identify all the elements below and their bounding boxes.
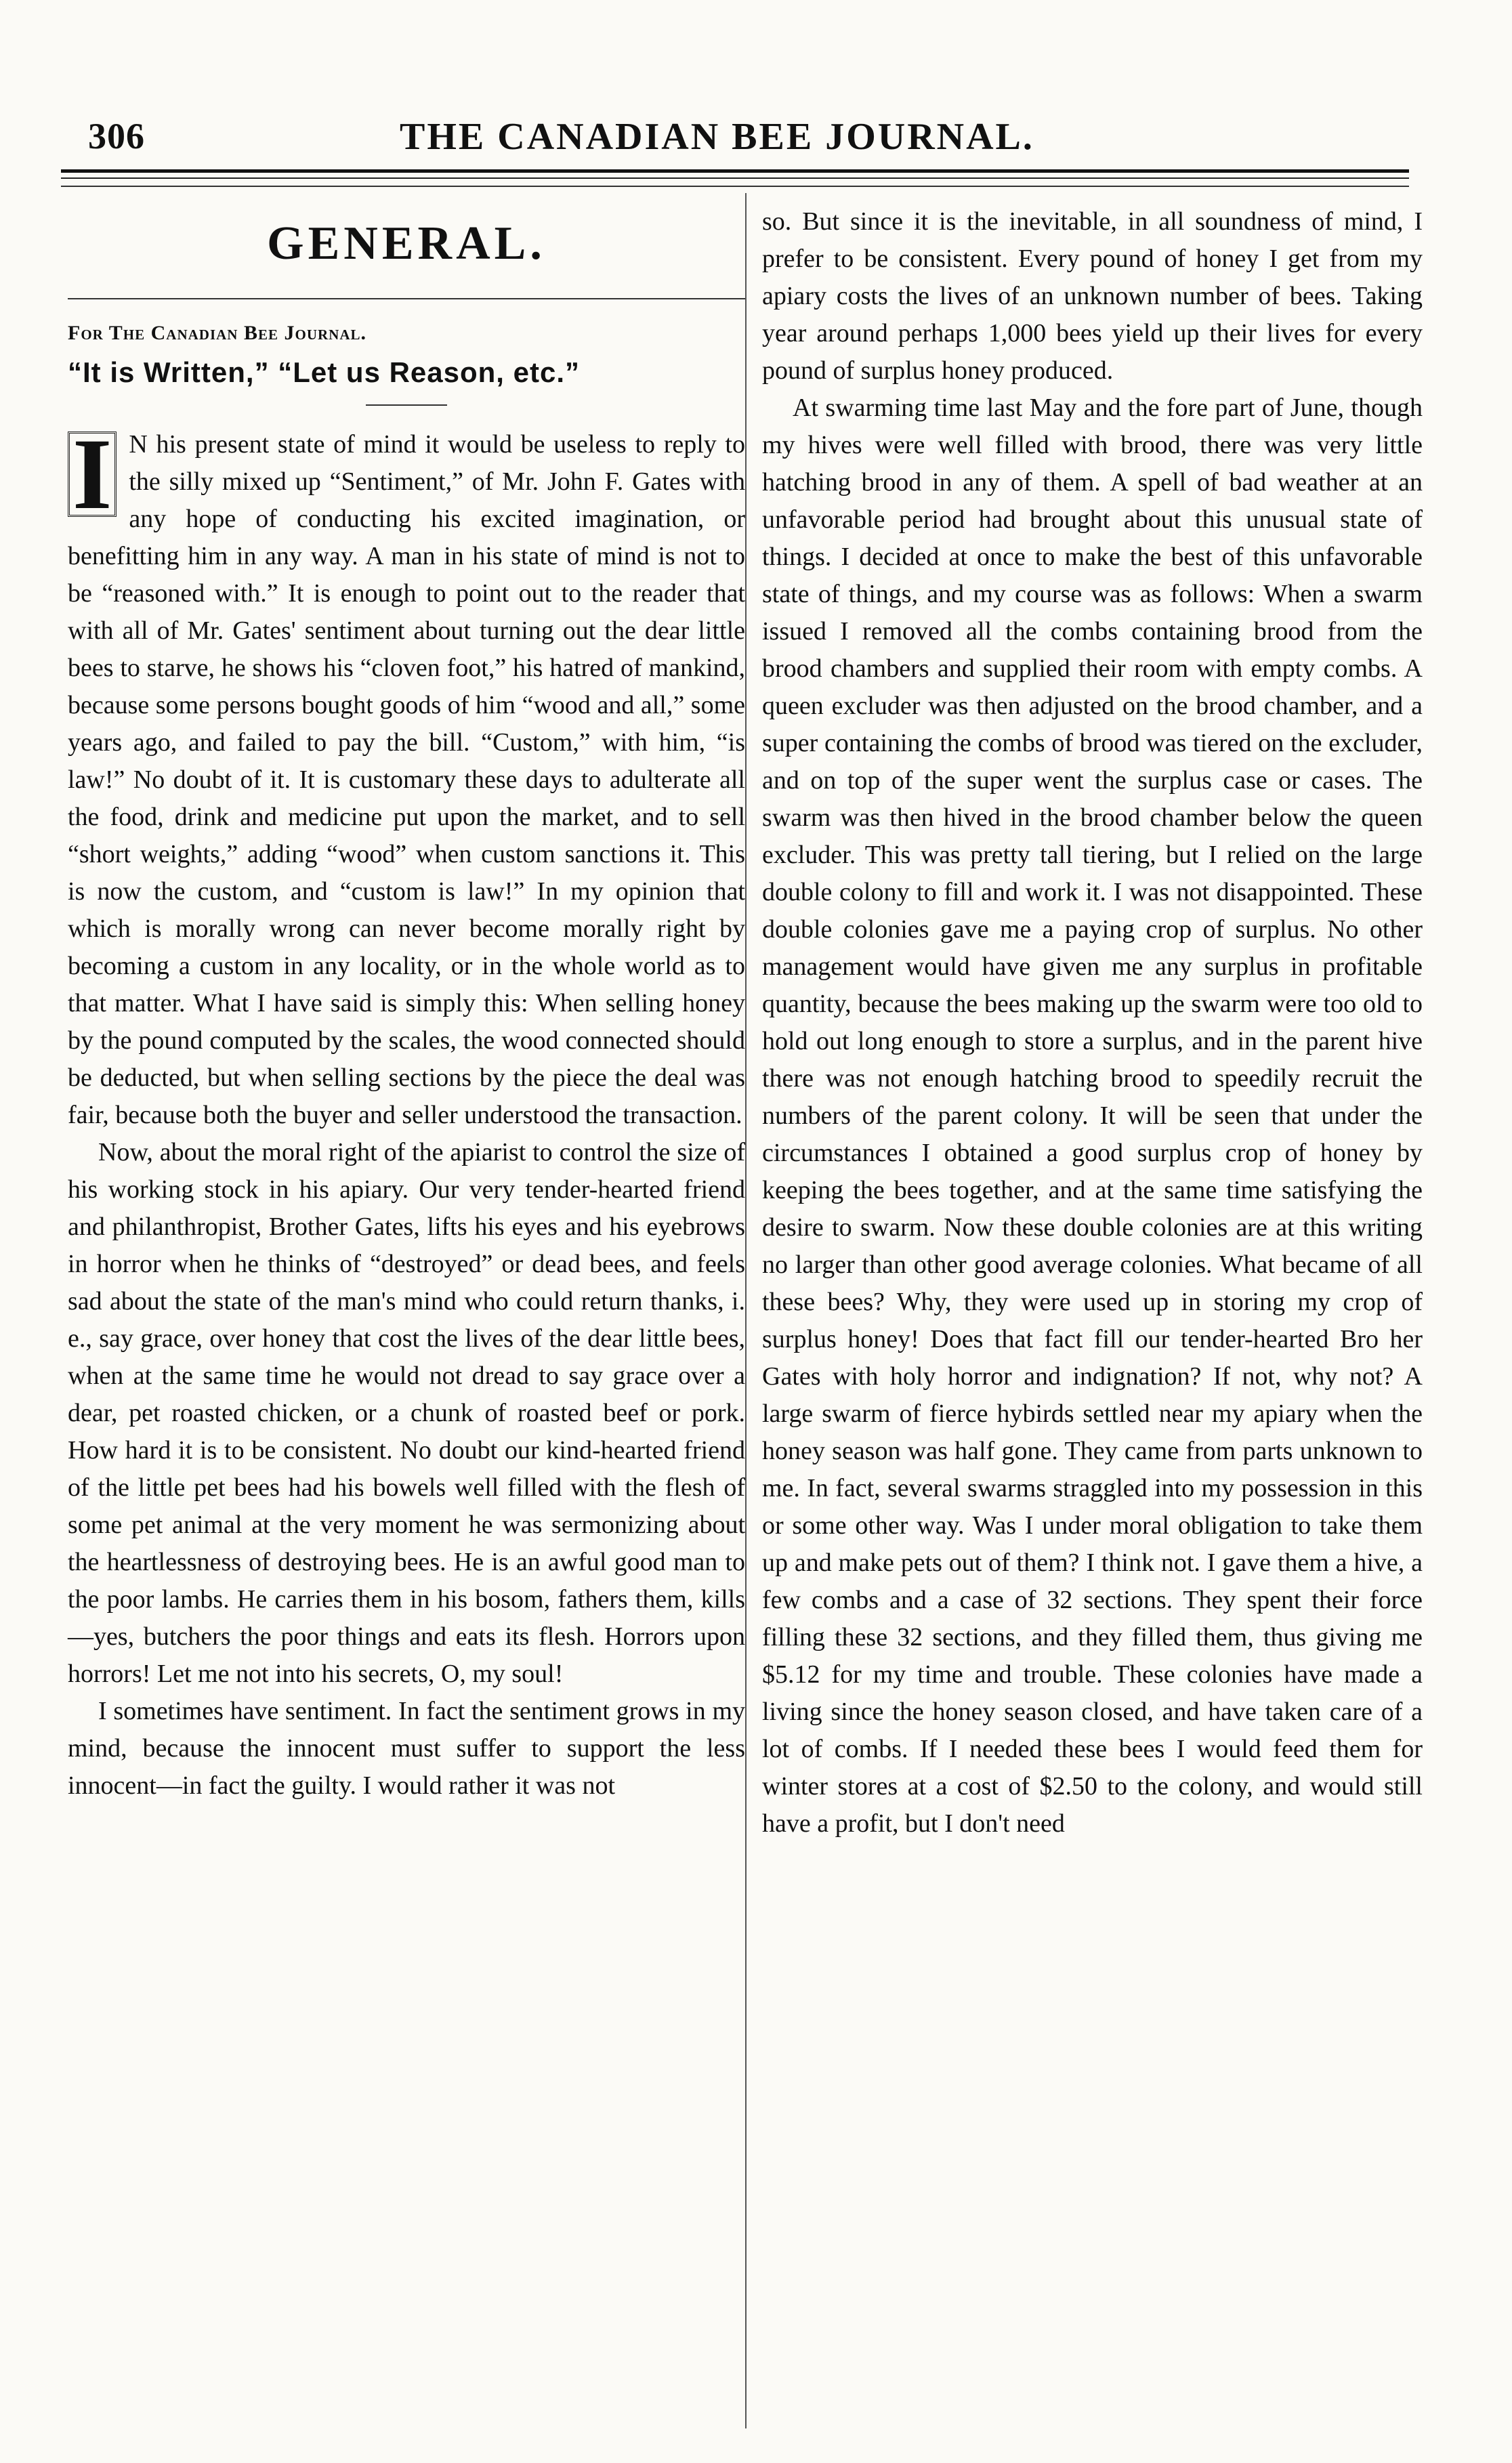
section-rule [68,298,745,299]
paragraph: so. But since it is the inevitable, in all soundness of mind, I prefer to be consistent. Every pound of honey I get from my apiary costs the lives of an unknown number of bees. Taking year around perhaps 1,000 bees yield up their lives for every pound of surplus honey produced. [762,207,1423,385]
paragraph: I sometimes have sentiment. In fact the sentiment grows in my mind, because the innocent must suffer to support the less innocent—in fact the guilty. I would rather it was not [68,1697,745,1800]
left-column [68,203,745,1805]
column-divider [745,193,747,2428]
article-title: “It is Written,” “Let us Reason, etc.” [68,356,581,388]
header-rule-thin-lower [61,186,1409,187]
page-number: 306 [88,116,145,156]
paragraph: At swarming time last May and the fore part of June, though my hives were well filled with brood, there was very little hatching brood in any of them. A spell of bad weather at an unfavorable period had brought about this unusual state of things. I decided at once to make the best of this unfavorable state of things, and my course was as follows: When a swarm issued I removed all the combs containing brood from the brood chambers and supplied their room with empty combs. A queen excluder was then adjusted on the brood chamber, and a super containing the combs of brood was tiered on the excluder, and on top of the super went the surplus case or cases. The swarm was then hived in the brood chamber below the queen excluder. This was pretty tall tiering, but I relied on the large double colony to fill and work it. I was not disappointed. These double colonies gave me a paying crop of surplus. No other management would have given me any surplus in profitable quantity, because the bees making up the swarm were too old to hold out long enough to store a surplus, and in the parent hive there was not enough hatching brood to speedily recruit the numbers of the parent colony. It will be seen that under the circumstances I obtained a good surplus crop of honey by keeping the bees together, and at the same time satisfying the desire to swarm. Now these double colonies are at this writing no larger than other good average colonies. What became of all these bees? Why, they were used up in storing my crop of surplus honey! Does that fact fill our tender-hearted Bro her Gates with holy horror and indignation? If not, why not? A large swarm of fierce hybirds settled near my apiary when the honey season was half gone. They came from parts unknown to me. In fact, several swarms straggled into my possession in this or some other way. Was I under moral obligation to take them up and make pets out of them? I think not. I gave them a hive, a few combs and a case of 32 sections. They spent their force filling these 32 sections, and they filled them, thus giving me $5.12 for my time and trouble. These colonies have made a living since the honey season closed, and have taken care of a lot of combs. If I needed these bees I would feed them for winter stores at a cost of $2.50 to the colony, and would still have a profit, but I don't need [762,394,1423,1838]
journal-title: THE CANADIAN BEE JOURNAL. [400,116,1034,158]
paragraph [68,418,745,1134]
page-header [47,108,1402,169]
paragraph: Now, about the moral right of the apiarist to control the size of his working stock in his apiary. Our very tender-hearted friend and philanthropist, Brother Gates, lifts his eyes and his eyebrows in horror when he thinks of “destroyed” or dead bees, and feels sad about the state of the man's mind who could return thanks, i. e., say grace, over honey that cost the lives of the dear little bees, when at the same time he would not dread to say grace over a dear, pet roasted chicken, or a chunk of roasted beef or pork. How hard it is to be consistent. No doubt our kind-hearted friend of the little pet bees had his bowels well filled with the flesh of some pet animal at the very moment he was sermonizing about the heartlessness of destroying bees. He is an awful good man to the poor lambs. He carries them in his bosom, fathers them, kills—yes, butchers the poor things and eats its flesh. Horrors upon horrors! Let me not into his secrets, O, my soul! [68,1138,745,1688]
paragraph-text: N his present state of mind it would be useless to reply to the silly mixed up “Sentiment,” of Mr. John F. Gates with any hope of conducting his excited imagination, or benefitting him in any way. A man in his state of mind is not to be “reasoned with.” It is enough to point out to the reader that with all of Mr. Gates' sentiment about turning out the dear little bees to starve, he shows his “cloven foot,” his hatred of mankind, because some persons bought goods of him “wood and all,” some years ago, and failed to pay the bill. “Custom,” with him, “is law!” No doubt of it. It is customary these days to adulterate all the food, drink and medicine put upon the market, and to sell “short weights,” adding “wood” when custom sanctions it. This is now the custom, and “custom is law!” In my opinion that which is morally wrong can never become morally right by becoming a custom in any locality, or in the whole world as to that matter. What I have said is simply this: When selling honey by the pound computed by the scales, the wood connected should be deducted, but when selling sections by the piece the deal was fair, because both the buyer and seller understood the transaction. [68,430,745,1129]
header-rule-thick [61,169,1409,173]
header-rule-thin [61,177,1409,179]
drop-cap: I [68,431,117,517]
title-short-rule [366,404,447,406]
article-byline: For The Canadian Bee Journal. [68,322,366,344]
right-column [762,203,1423,1843]
section-title: GENERAL. [267,217,546,270]
